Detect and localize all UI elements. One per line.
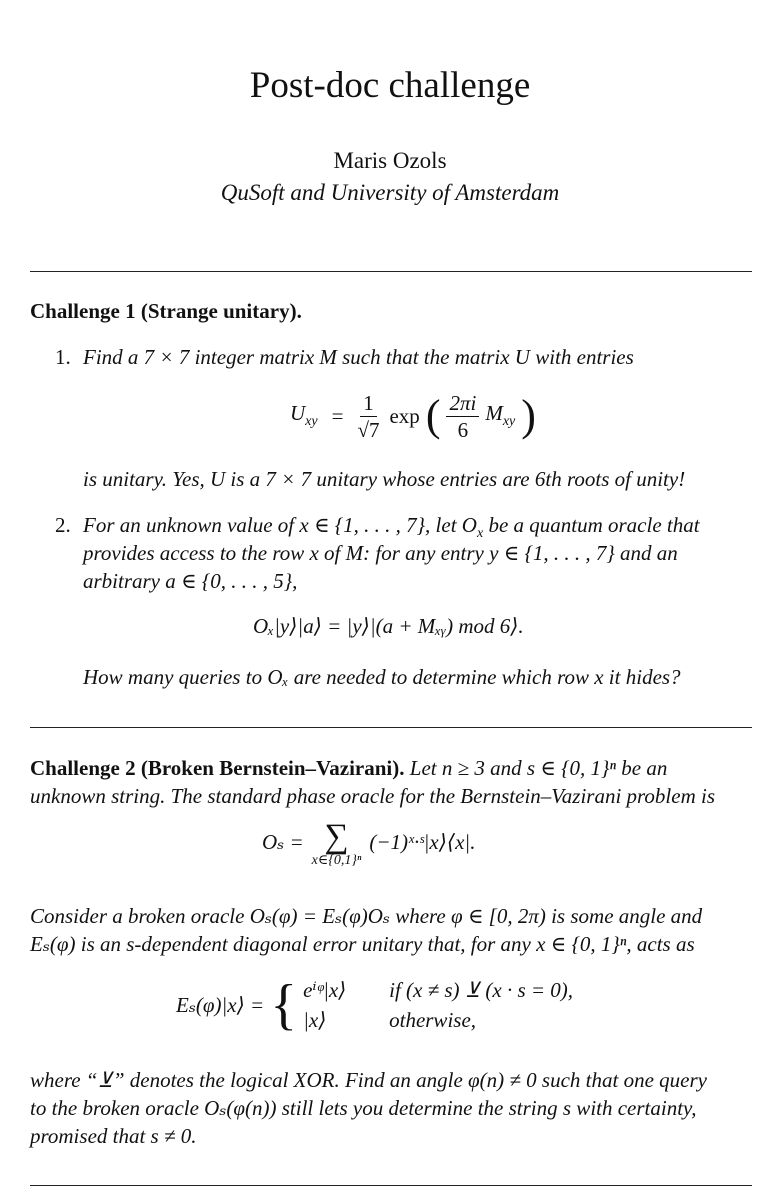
equation-oracle: Oₓ|y⟩|a⟩ = |y⟩|(a + Mₓᵧ) mod 6⟩. xyxy=(253,614,524,638)
eq1-fraction: $\frac{1}{√7}$ xyxy=(357,390,380,442)
section-divider xyxy=(30,727,752,728)
challenge-1-item-2-line-1: For an unknown value of x ∈ {1, . . . , 7}, let $O_x$ be a quantum oracle that xyxy=(83,513,700,542)
challenge-1-item-2-number: 2. xyxy=(55,513,71,537)
challenge-1-item-1-number: 1. xyxy=(55,345,71,369)
author-name: Maris Ozols xyxy=(333,148,447,173)
challenge-2-heading-line: Challenge 2 (Broken Bernstein–Vazirani). Let n ≥ 3 and s ∈ {0, 1}ⁿ be an xyxy=(30,756,668,780)
author-affiliation: QuSoft and University of Amsterdam xyxy=(220,180,560,205)
challenge-1-item-2-line-3: arbitrary a ∈ {0, . . . , 5}, xyxy=(83,569,298,593)
eq3-summation: ∑ x∈{0,1}ⁿ xyxy=(311,818,362,868)
challenge-1-question: How many queries to Oₓ are needed to determine which row x it hides? xyxy=(83,665,681,689)
challenge-1-item-2-line-2: provides access to the row x of M: for any entry y ∈ {1, . . . , 7} and an xyxy=(83,541,678,565)
eq1-inner-fraction: $\frac{2\pi i}{6}$ xyxy=(446,390,479,443)
eq1-lhs: $U_{xy}$ xyxy=(290,401,318,430)
challenge-2-para-3-line-2: to the broken oracle Oₛ(φ(n)) still lets you determine the string s with certainty, xyxy=(30,1096,697,1120)
challenge-2-para-3-line-1: where “⊻” denotes the logical XOR. Find an angle φ(n) ≠ 0 such that one query xyxy=(30,1068,707,1092)
challenge-2-para-2-line-2: Eₛ(φ) is an s-dependent diagonal error unitary that, for any x ∈ {0, 1}ⁿ, acts as xyxy=(30,932,695,956)
challenge-2-intro-line-2: unknown string. The standard phase oracle for the Bernstein–Vazirani problem is xyxy=(30,784,716,808)
challenge-2-para-3-line-3: promised that s ≠ 0. xyxy=(30,1124,197,1148)
equation-error-unitary: Eₛ(φ)|x⟩ = { eⁱᵠ|x⟩ if (x ≠ s) ⊻ (x · s = 0), |x⟩ otherwise, xyxy=(176,974,574,1036)
challenge-1-heading: Challenge 1 (Strange unitary). xyxy=(30,299,302,323)
challenge-2-heading: Challenge 2 (Broken Bernstein–Vazirani). xyxy=(30,756,405,780)
equation-phase-oracle: Oₛ = ∑ x∈{0,1}ⁿ (−1)ˣ·ˢ|x⟩⟨x|. xyxy=(262,818,476,868)
challenge-2-para-2-line-1: Consider a broken oracle Oₛ(φ) = Eₛ(φ)Oₛ where φ ∈ [0, 2π) is some angle and xyxy=(30,904,703,928)
challenge-1-item-1-text: Find a 7 × 7 integer matrix M such that the matrix U with entries xyxy=(83,345,634,369)
section-divider xyxy=(30,1185,752,1186)
section-divider xyxy=(30,271,752,272)
page-title: Post-doc challenge xyxy=(249,65,531,106)
equation-unitary: $U_{xy}$ = $\frac{1}{√7}$ exp ( $\frac{2\pi i}{6}$ $M_{xy}$ ) xyxy=(290,390,536,442)
challenge-1-item-1-after: is unitary. Yes, U is a 7 × 7 unitary whose entries are 6th roots of unity! xyxy=(83,467,686,491)
eq4-cases: eⁱᵠ|x⟩ if (x ≠ s) ⊻ (x · s = 0), |x⟩ otherwise, xyxy=(303,978,574,1032)
